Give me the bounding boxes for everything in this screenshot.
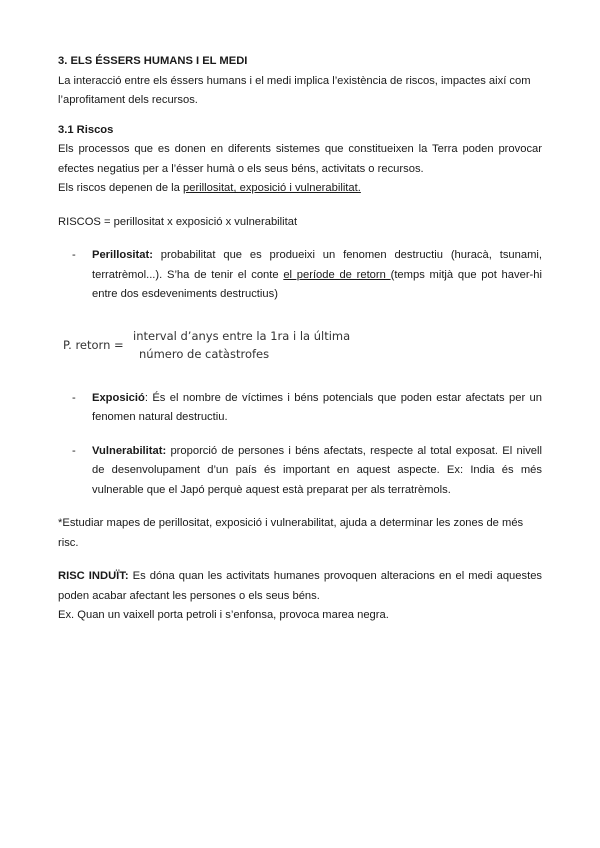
perillositat-desc-b: (temps mitjà que pot haver-hi entre dos esdeveniments destructius) [92,268,542,300]
vulnerabilitat-desc: proporció de persones i béns afectats, respecte al total exposat. El nivell de desenvolupament d’un país és important en aquest aspecte. Ex: India és més vulnerable que el Japó perquè aquest està preparat per als terratrèmols. [92,444,542,496]
risc-induit-term: RISC INDUÏT: [58,570,129,582]
periode-retorn-underlined: el període de retorn [283,268,391,281]
perillositat-desc-a: probabilitat que es produeixi un fenomen destructiu (huracà, tsunami, terratrèmol...). S’ha de tenir el conte [92,249,542,281]
exposicio-term: Exposició [92,391,145,404]
section-3-intro: La interacció entre els éssers humans i el medi implica l’existència de riscos, impactes així com l’aprofitament dels recursos. [58,74,531,106]
bullet-dash: - [72,444,76,457]
vulnerabilitat-text [92,442,542,501]
study-note: *Estudiar mapes de perillositat, exposició i vulnerabilitat, ajuda a determinar les zones de més risc. [58,517,524,549]
exposicio-text [92,389,542,428]
formula-lhs: P. retorn = [63,337,124,352]
risc-induit-desc: Es dóna quan les activitats humanes provoquen alteracions en el medi aquestes poden acabar afectant les persones o els seus béns. [58,570,543,602]
exposicio-desc: : És el nombre de víctimes i béns potencials que poden estar afectats per un fenomen natural destructiu. [92,391,542,423]
riscos-paragraph-2 [58,179,542,199]
bullet-dash: - [72,249,76,261]
list-item-perillositat [72,246,542,305]
risc-induit-paragraph [58,567,542,606]
return-period-formula [63,327,542,363]
perillositat-term: Perillositat: [92,249,153,261]
section-3-1-title: 3.1 Riscos [58,123,114,136]
perillositat-text [92,246,542,305]
bullet-dash: - [72,391,76,404]
formula-denominator: número de catàstrofes [139,346,270,361]
section-3-title: 3. ELS ÉSSERS HUMANS I EL MEDI [58,55,248,67]
risc-induit-example: Ex. Quan un vaixell porta petroli i s’enfonsa, provoca marea negra. [58,609,389,621]
riscos-factors-underlined: perillositat, exposició i vulnerabilitat. [183,182,361,194]
riscos-equation: RISCOS = perillositat x exposició x vulnerabilitat [58,215,298,228]
vulnerabilitat-term: Vulnerabilitat: [92,444,167,457]
list-item-exposicio [72,389,542,428]
list-item-vulnerabilitat [72,442,542,501]
formula-numerator: interval d’anys entre la 1ra i la última [133,328,351,343]
riscos-paragraph-2-prefix: Els riscos depenen de la [58,182,184,194]
document-page [58,52,542,626]
formula-fraction [133,327,350,363]
riscos-paragraph-1: Els processos que es donen en diferents sistemes que constitueixen la Terra poden provocar efectes negatius per a l’ésser humà o els seus béns, activitats o recursos. [58,143,542,175]
